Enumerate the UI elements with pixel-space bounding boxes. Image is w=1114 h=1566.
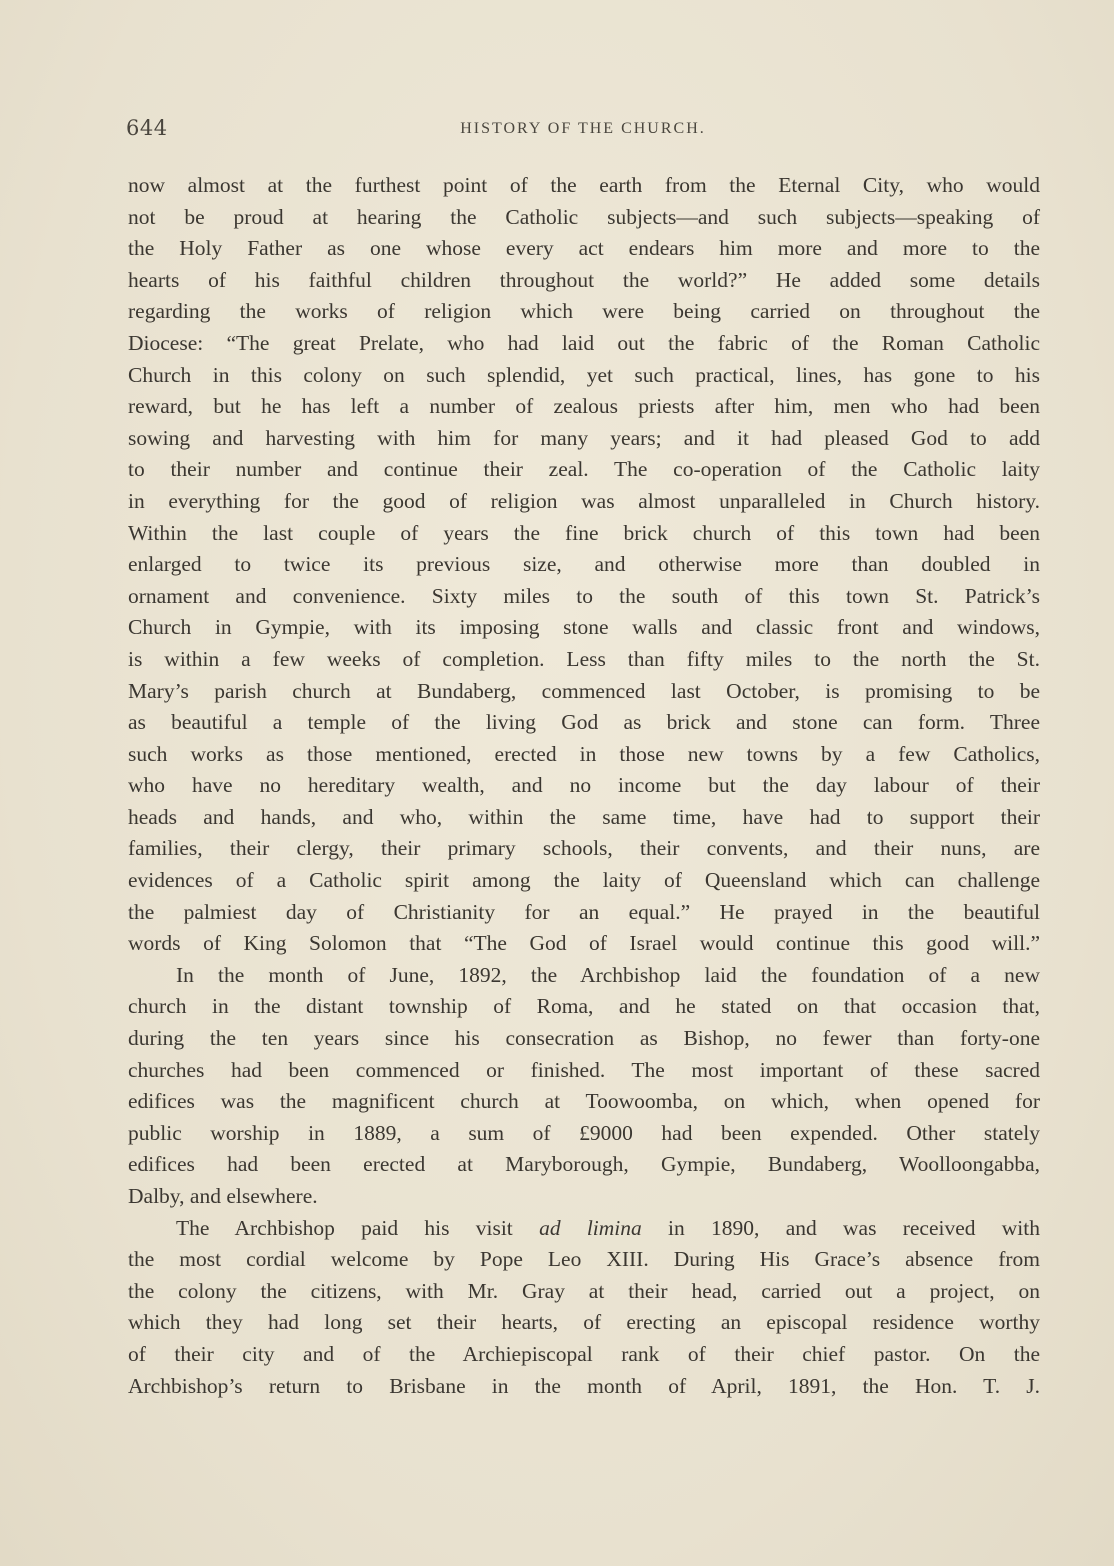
text-line: Archbishop’s return to Brisbane in the month of April, 1891, the Hon. T. J. bbox=[128, 1373, 1040, 1398]
text-line: the most cordial welcome by Pope Leo XIII. During His Grace’s absence from bbox=[128, 1247, 1040, 1272]
text-line: in everything for the good of religion was almost unparalleled in Church history. bbox=[128, 488, 1040, 513]
text-line: sowing and harvesting with him for many years; and it had pleased God to add bbox=[128, 425, 1040, 450]
text-run: in 1890, and was received with bbox=[641, 1215, 1041, 1240]
text-line: Mary’s parish church at Bundaberg, commenced last October, is promising to be bbox=[128, 678, 1040, 703]
page-number: 644 bbox=[126, 116, 168, 140]
text-line: Dalby, and elsewhere. bbox=[128, 1184, 318, 1208]
text-line: ornament and convenience. Sixty miles to the south of this town St. Patrick’s bbox=[128, 583, 1040, 608]
text-line: to their number and continue their zeal. The co-operation of the Catholic laity bbox=[128, 457, 1040, 482]
text-line: families, their clergy, their primary schools, their convents, and their nuns, are bbox=[128, 836, 1040, 861]
text-line: edifices had been erected at Maryborough, Gympie, Bundaberg, Woolloongabba, bbox=[128, 1152, 1040, 1177]
text-line: Church in this colony on such splendid, yet such practical, lines, has gone to his bbox=[128, 362, 1040, 387]
text-line: evidences of a Catholic spirit among the laity of Queensland which can challenge bbox=[128, 868, 1040, 893]
text-line: the colony the citizens, with Mr. Gray at their head, carried out a project, on bbox=[128, 1278, 1040, 1303]
text-line: the palmiest day of Christianity for an equal.” He prayed in the beautiful bbox=[128, 899, 1040, 924]
page-header bbox=[126, 116, 1040, 146]
text-line: the Holy Father as one whose every act endears him more and more to the bbox=[128, 236, 1040, 261]
running-head: HISTORY OF THE CHURCH. bbox=[460, 120, 706, 137]
text-line: which they had long set their hearts, of erecting an episcopal residence worthy bbox=[128, 1310, 1040, 1335]
text-line: hearts of his faithful children throughout the world?” He added some details bbox=[128, 267, 1040, 292]
text-line: churches had been commenced or finished. The most important of these sacred bbox=[128, 1057, 1040, 1082]
text-line: who have no hereditary wealth, and no income but the day labour of their bbox=[128, 773, 1040, 798]
text-line: Within the last couple of years the fine brick church of this town had been bbox=[128, 520, 1040, 545]
paragraph-1 bbox=[128, 170, 1040, 960]
text-line: regarding the works of religion which were being carried on throughout the bbox=[128, 299, 1040, 324]
italic-phrase: ad limina bbox=[539, 1215, 642, 1240]
text-line: Church in Gympie, with its imposing stone walls and classic front and windows, bbox=[128, 615, 1040, 640]
text-line: such works as those mentioned, erected in those new towns by a few Catholics, bbox=[128, 741, 1040, 766]
paragraph-3 bbox=[128, 1213, 1040, 1403]
text-line: is within a few weeks of completion. Less than fifty miles to the north the St. bbox=[128, 646, 1040, 671]
paragraph-2 bbox=[128, 960, 1040, 1213]
text-line: In the month of June, 1892, the Archbishop laid the foundation of a new bbox=[176, 962, 1040, 987]
text-line: public worship in 1889, a sum of £9000 had been expended. Other stately bbox=[128, 1120, 1040, 1145]
text-line: edifices was the magnificent church at Toowoomba, on which, when opened for bbox=[128, 1089, 1040, 1114]
text-line bbox=[128, 1213, 1040, 1245]
text-line: reward, but he has left a number of zealous priests after him, men who had been bbox=[128, 394, 1040, 419]
text-line: church in the distant township of Roma, and he stated on that occasion that, bbox=[128, 994, 1040, 1019]
text-line: enlarged to twice its previous size, and otherwise more than doubled in bbox=[128, 552, 1040, 577]
text-line: now almost at the furthest point of the earth from the Eternal City, who would bbox=[128, 173, 1040, 197]
text-line: Diocese: “The great Prelate, who had laid out the fabric of the Roman Catholic bbox=[128, 330, 1040, 355]
body-text bbox=[128, 170, 1040, 1402]
text-line: words of King Solomon that “The God of Israel would continue this good will.” bbox=[128, 931, 1040, 956]
text-line: heads and hands, and who, within the same time, have had to support their bbox=[128, 804, 1040, 829]
text-run: The Archbishop paid his visit bbox=[176, 1215, 540, 1240]
text-line: during the ten years since his consecration as Bishop, no fewer than forty-one bbox=[128, 1026, 1040, 1051]
text-line: of their city and of the Archiepiscopal rank of their chief pastor. On the bbox=[128, 1341, 1040, 1366]
text-line: as beautiful a temple of the living God as brick and stone can form. Three bbox=[128, 710, 1040, 735]
text-line: not be proud at hearing the Catholic subjects—and such subjects—speaking of bbox=[128, 204, 1040, 229]
